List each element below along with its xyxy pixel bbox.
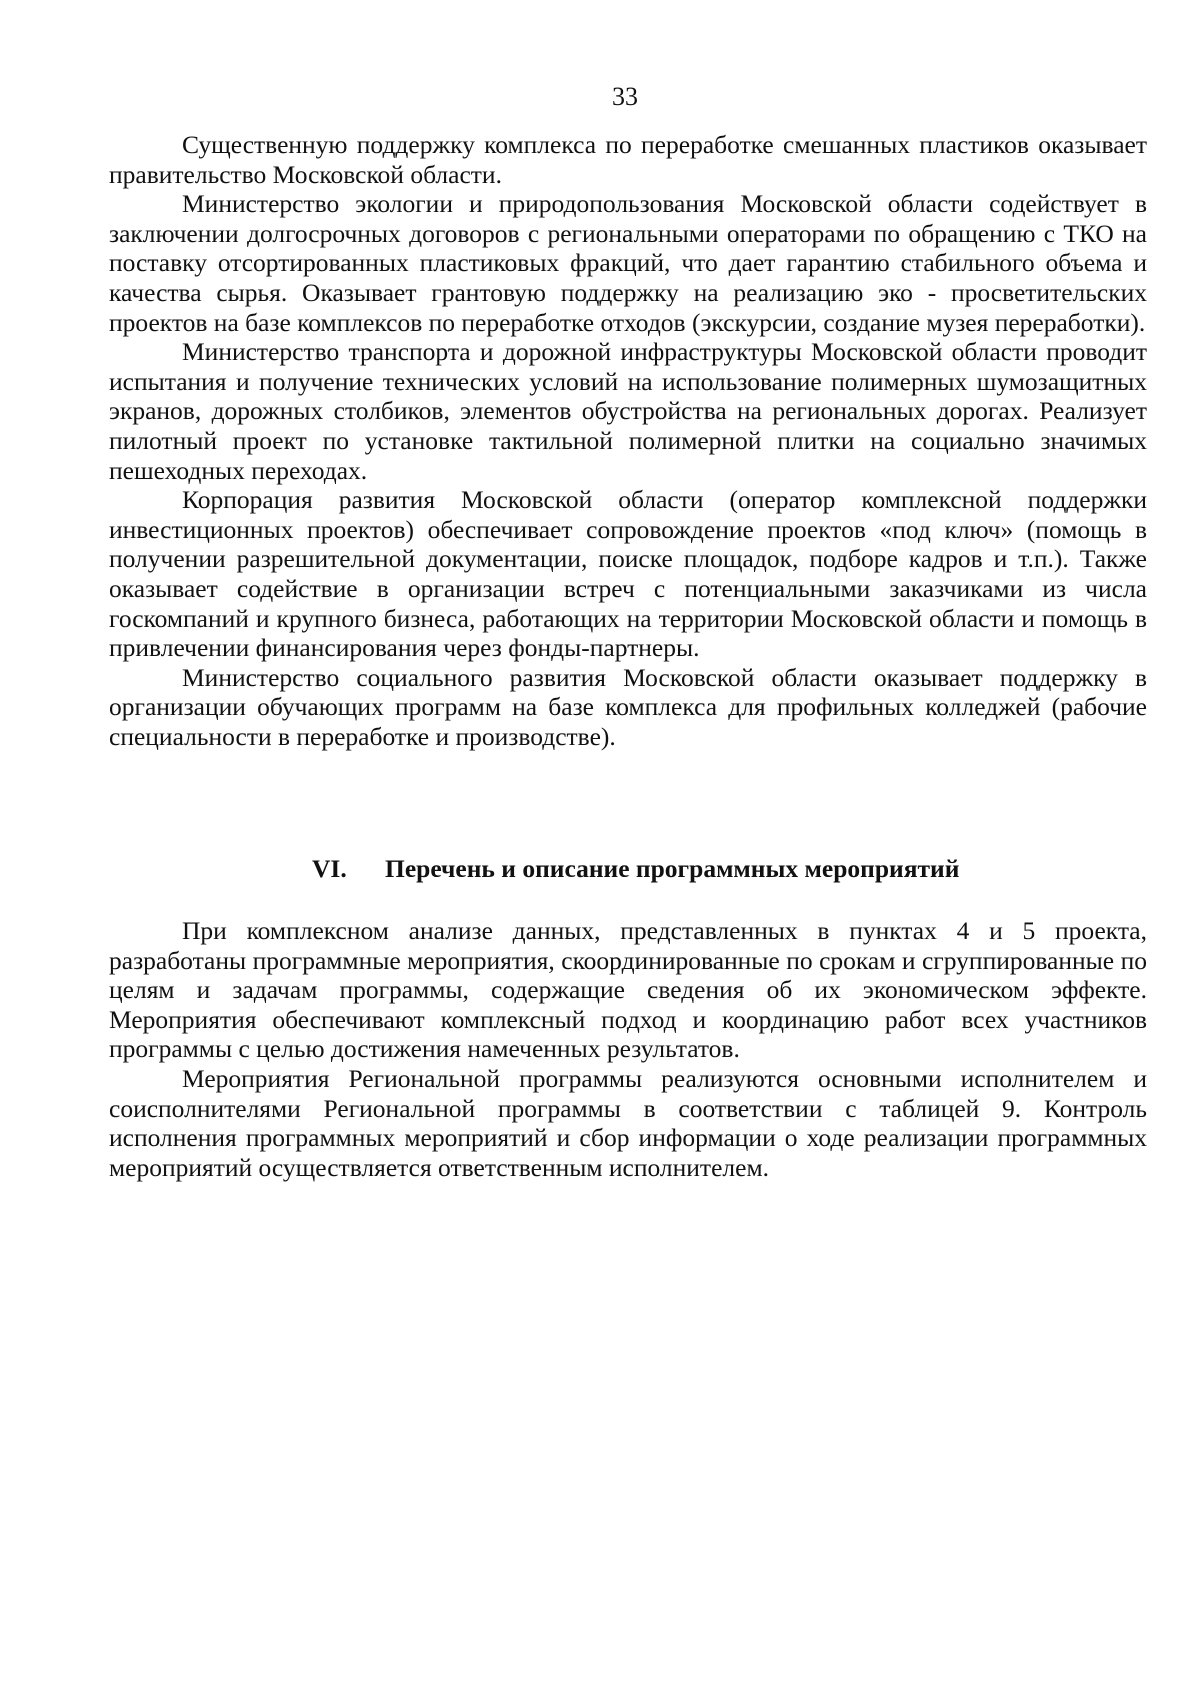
section-title: Перечень и описание программных мероприятий <box>385 854 960 883</box>
paragraph-ministry-ecology: Министерство экологии и природопользования Московской области содействует в заключении долгосрочных договоров с региональными операторами по обращению с ТКО на поставку отсортированных пластиковых фракций, что дает гарантию стабильного объема и качества сырья. Оказывает грантовую поддержку на реализацию эко - просветительских проектов на базе комплексов по переработке отходов (экскурсии, создание музея переработки). <box>109 189 1147 337</box>
paragraph-ministry-social: Министерство социального развития Московской области оказывает поддержку в организации обучающих программ на базе комплекса для профильных колледжей (рабочие специальности в переработке и производстве). <box>109 662 1147 751</box>
section-number: VI. <box>312 854 347 883</box>
paragraph-ministry-transport: Министерство транспорта и дорожной инфраструктуры Московской области проводит испытания и получение технических условий на использование полимерных шумозащитных экранов, дорожных столбиков, элементов обустройства на региональных дорогах. Реализует пилотный проект по установке тактильной полимерной плитки на социально значимых пешеходных переходах. <box>109 337 1147 485</box>
paragraph-development-corporation: Корпорация развития Московской области (оператор комплексной поддержки инвестиционных проектов) обеспечивает сопровождение проектов «под ключ» (помощь в получении разрешительной документации, поиске площадок, подборе кадров и т.п.). Также оказывает содействие в организации встреч с потенциальными заказчиками из числа госкомпаний и крупного бизнеса, работающих на территории Московской области и помощь в привлечении финансирования через фонды-партнеры. <box>109 485 1147 663</box>
paragraph-support-government: Существенную поддержку комплекса по переработке смешанных пластиков оказывает правительство Московской области. <box>109 130 1147 189</box>
paragraph-analysis: При комплексном анализе данных, представленных в пунктах 4 и 5 проекта, разработаны программные мероприятия, скоординированные по срокам и сгруппированные по целям и задачам программы, содержащие сведения об их экономическом эффекте. Мероприятия обеспечивают комплексный подход и координацию работ всех участников программы с целью достижения намеченных результатов. <box>109 916 1147 1064</box>
body-text-bottom <box>109 916 1147 1182</box>
page-number: 33 <box>612 82 638 111</box>
body-text-top <box>109 130 1147 751</box>
section-heading <box>312 854 959 884</box>
paragraph-execution-control: Мероприятия Региональной программы реализуются основными исполнителем и соисполнителями Региональной программы в соответствии с таблицей 9. Контроль исполнения программных мероприятий и сбор информации о ходе реализации программных мероприятий осуществляется ответственным исполнителем. <box>109 1063 1147 1182</box>
